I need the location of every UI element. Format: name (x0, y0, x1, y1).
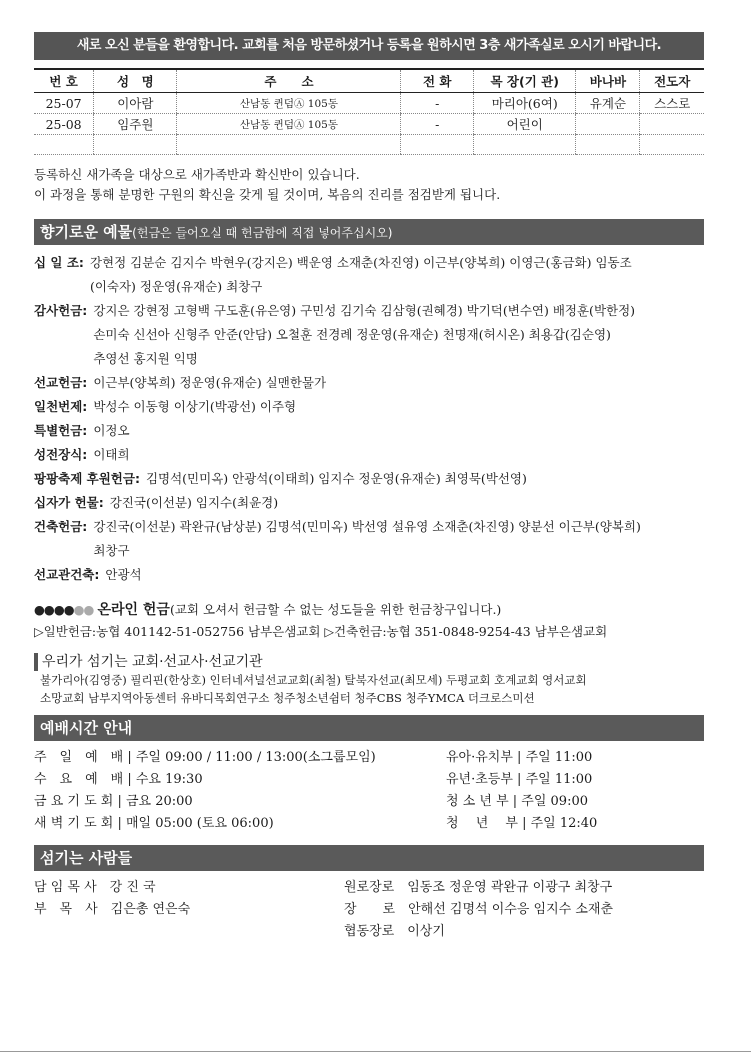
offering-names: 박성수 이동형 이상기(박광선) 이주형 (93, 399, 297, 414)
cell-evangelist: 스스로 (640, 93, 704, 114)
offering-building (34, 515, 704, 563)
offering-names: 최창구 (93, 543, 130, 558)
offering-mission-building (34, 563, 704, 587)
cell-name: 임주원 (94, 114, 177, 135)
servants-title: 섬기는 사람들 (40, 849, 133, 867)
offering-list (34, 251, 704, 587)
cell-cell-group: 어린이 (474, 114, 576, 135)
worship-times (34, 747, 704, 835)
offering-names: 추영선 홍지원 익명 (93, 351, 198, 366)
servant-item: 담 임 목 사 강 진 국 (34, 880, 156, 895)
offering-special (34, 419, 704, 443)
registration-table (34, 68, 704, 155)
offering-names: 손미숙 신선아 신형주 안준(안담) 오철훈 전경례 정운영(유재순) 천명재(허시온) 최용갑(김순영) (93, 327, 611, 342)
offering-mission (34, 371, 704, 395)
offering-names: 이정오 (93, 423, 130, 438)
servant-item: 협동장로 이상기 (344, 924, 445, 939)
offering-subtitle: (헌금은 들어오실 때 헌금함에 직접 넣어주십시오) (132, 226, 393, 240)
note-line: 등록하신 새가족을 대상으로 새가족반과 확신반이 있습니다. (34, 167, 360, 182)
cell-barnabas: 유계순 (576, 93, 640, 114)
offering-section-header (34, 219, 704, 245)
note-line: 이 과정을 통해 분명한 구원의 확신을 갖게 될 것이며, 복음의 진리를 점검받게 됩니다. (34, 187, 501, 202)
cell-number (34, 135, 94, 155)
bank-accounts: ▷일반헌금:농협 401142-51-052756 남부은샘교회 ▷건축헌금:농협 351-0848-9254-43 남부은샘교회 (34, 624, 608, 639)
cell-cell-group: 마리아(6여) (474, 93, 576, 114)
servants-section-header (34, 845, 704, 871)
offering-names: 이근부(양복희) 정운영(유재순) 실맨한물가 (93, 375, 327, 390)
header-address: 주 소 (177, 69, 401, 93)
worship-title: 예배시간 안내 (40, 719, 133, 737)
offering-title: 향기로운 예물 (40, 223, 133, 241)
offering-names: 안광석 (105, 567, 142, 582)
offering-cross (34, 491, 704, 515)
cell-address: 산남동 퀸덤Ⓐ 105동 (177, 93, 401, 114)
offering-decoration (34, 443, 704, 467)
servant-item: 부 목 사 김은총 연은숙 (34, 902, 191, 917)
table-row (34, 135, 704, 155)
offering-names: 강진국(이선분) 임지수(최윤경) (109, 495, 279, 510)
cell-phone (401, 135, 474, 155)
welcome-banner: 새로 오신 분들을 환영합니다. 교회를 처음 방문하셨거나 등록을 원하시면 3층 새가족실로 오시기 바랍니다. (34, 32, 704, 60)
worship-time-item: 주 일 예 배 | 주일 09:00 / 11:00 / 13:00(소그룹모임) (34, 750, 376, 765)
missions-section (34, 653, 704, 707)
cell-name (94, 135, 177, 155)
bulletin-page (34, 32, 704, 943)
cell-number: 25-07 (34, 93, 94, 114)
cell-address: 산남동 퀸덤Ⓐ 105동 (177, 114, 401, 135)
missions-line: 소망교회 남부지역아동센터 유바디목회연구소 청주청소년쉼터 청주CBS 청주YMCA 더크로스미션 (40, 691, 535, 705)
online-offering (34, 599, 704, 643)
offering-label: 성전장식: (34, 447, 88, 462)
offering-names: 강지은 강현정 고형백 구도훈(유은영) 구민성 김기숙 김삼형(권혜경) 박기덕(변수연) 배정훈(박한정) (93, 303, 636, 318)
dots-decoration-icon: ●●●●●● (34, 602, 94, 617)
worship-time-item: 청 년 부 | 주일 12:40 (446, 816, 598, 831)
online-subtitle: (교회 오셔서 헌금할 수 없는 성도들을 위한 헌금창구입니다.) (169, 602, 502, 617)
servant-item: 원로장로 임동조 정운영 곽완규 이광구 최창구 (344, 880, 613, 895)
offering-thanks (34, 299, 704, 371)
worship-time-item: 유아·유치부 | 주일 11:00 (446, 750, 593, 765)
offering-names: 강현정 김분순 김지수 박현우(강지은) 백운영 소재춘(차진영) 이근부(양복희) 이영근(홍금화) 임동조 (89, 255, 632, 270)
cell-barnabas (576, 114, 640, 135)
header-name: 성 명 (94, 69, 177, 93)
header-evangelist: 전도자 (640, 69, 704, 93)
new-family-note (34, 165, 704, 205)
online-title: 온라인 헌금 (97, 602, 170, 618)
offering-label: 일천번제: (34, 399, 88, 414)
offering-thousand (34, 395, 704, 419)
table-row (34, 93, 704, 114)
worship-time-item: 유년·초등부 | 주일 11:00 (446, 772, 593, 787)
cell-evangelist (640, 135, 704, 155)
offering-tithe (34, 251, 704, 299)
header-barnabas: 바나바 (576, 69, 640, 93)
cell-barnabas (576, 135, 640, 155)
offering-names: 강진국(이선분) 곽완규(남상분) 김명석(민미옥) 박선영 설유영 소재춘(차진영) 양분선 이근부(양복희) (93, 519, 641, 534)
offering-label: 십자가 헌물: (34, 495, 104, 510)
worship-section-header (34, 715, 704, 741)
offering-label: 팡팡축제 후원헌금: (34, 471, 140, 486)
registration-header-row (34, 69, 704, 93)
cell-evangelist (640, 114, 704, 135)
servant-item: 장 로 안해선 김명석 이수응 임지수 소재춘 (344, 902, 614, 917)
cell-name: 이아람 (94, 93, 177, 114)
worship-time-item: 금 요 기 도 회 | 금요 20:00 (34, 794, 193, 809)
page-bottom-divider (0, 1051, 751, 1052)
offering-label: 건축헌금: (34, 519, 88, 534)
worship-time-item: 새 벽 기 도 회 | 매일 05:00 (토요 06:00) (34, 816, 274, 831)
offering-names: 김명석(민미옥) 안광석(이태희) 임지수 정운영(유재순) 최영묵(박선영) (145, 471, 527, 486)
cell-number: 25-08 (34, 114, 94, 135)
offering-label: 특별헌금: (34, 423, 88, 438)
offering-names: (이숙자) 정운영(유재순) 최창구 (89, 279, 263, 294)
missions-title: 우리가 섬기는 교회·선교사·선교기관 (34, 653, 704, 671)
worship-time-item: 수 요 예 배 | 수요 19:30 (34, 772, 203, 787)
header-cell-group: 목 장(기 관) (474, 69, 576, 93)
worship-time-item: 청 소 년 부 | 주일 09:00 (446, 794, 588, 809)
cell-cell-group (474, 135, 576, 155)
offering-label: 선교관건축: (34, 567, 100, 582)
header-phone: 전 화 (401, 69, 474, 93)
cell-phone: - (401, 93, 474, 114)
table-row (34, 114, 704, 135)
cell-phone: - (401, 114, 474, 135)
header-number: 번 호 (34, 69, 94, 93)
servants-list (34, 877, 704, 943)
offering-label: 십 일 조: (34, 255, 84, 270)
offering-festival (34, 467, 704, 491)
offering-names: 이태희 (93, 447, 130, 462)
offering-label: 선교헌금: (34, 375, 88, 390)
offering-label: 감사헌금: (34, 303, 88, 318)
cell-address (177, 135, 401, 155)
missions-line: 불가리아(김영중) 필리핀(한상호) 인터네셔널선교교회(최철) 탈북자선교(최모세) 두평교회 호계교회 영서교회 (40, 673, 587, 687)
